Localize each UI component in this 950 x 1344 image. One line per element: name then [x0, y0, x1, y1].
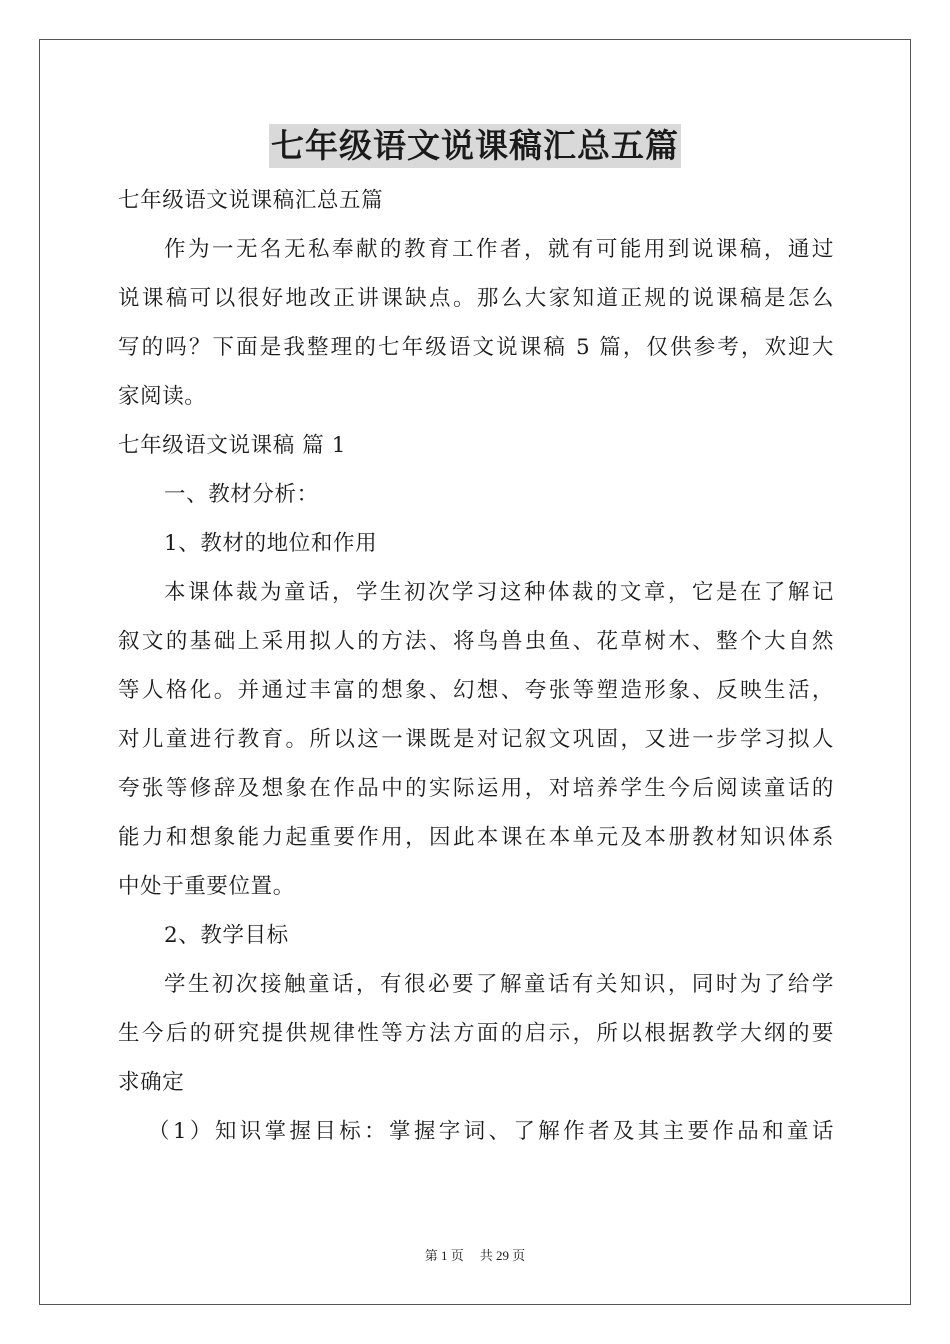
paragraph-line: 写的吗？下面是我整理的七年级语文说课稿 5 篇，仅供参考，欢迎大	[118, 335, 834, 360]
paragraph-line: 本课体裁为童话，学生初次学习这种体裁的文章，它是在了解记	[164, 580, 834, 605]
paragraph-line: 中处于重要位置。	[118, 874, 295, 899]
page-total: 共 29 页	[479, 1248, 526, 1263]
paragraph-line: 等人格化。并通过丰富的想象、幻想、夸张等塑造形象、反映生活，	[118, 678, 834, 703]
paragraph-line: 夸张等修辞及想象在作品中的实际运用，对培养学生今后阅读童话的	[118, 776, 834, 801]
paragraph-line: 能力和想象能力起重要作用，因此本课在本单元及本册教材知识体系	[118, 825, 834, 850]
paragraph-line: 学生初次接触童话，有很必要了解童话有关知识，同时为了给学	[164, 972, 834, 997]
page-number: 第 1 页	[424, 1248, 464, 1263]
paragraph-line: 对儿童进行教育。所以这一课既是对记叙文巩固，又进一步学习拟人	[118, 727, 834, 752]
page-footer	[0, 1246, 950, 1266]
paragraph-line: 作为一无名无私奉献的教育工作者，就有可能用到说课稿，通过	[164, 237, 834, 262]
paragraph-line: 生今后的研究提供规律性等方法方面的启示，所以根据教学大纲的要	[118, 1021, 834, 1046]
title-area	[0, 124, 950, 168]
subheading: 1、教材的地位和作用	[164, 531, 378, 556]
paragraph-line: （1）知识掌握目标：掌握字词、了解作者及其主要作品和童话	[148, 1119, 834, 1144]
paragraph-line: 说课稿可以很好地改正讲课缺点。那么大家知道正规的说课稿是怎么	[118, 286, 834, 311]
section-heading: 七年级语文说课稿 篇 1	[118, 433, 347, 458]
document-body	[118, 176, 834, 1156]
paragraph-line: 家阅读。	[118, 384, 207, 409]
paragraph-line: 求确定	[118, 1070, 185, 1095]
subtitle-line: 七年级语文说课稿汇总五篇	[118, 188, 384, 213]
subheading: 2、教学目标	[164, 923, 289, 948]
document-title: 七年级语文说课稿汇总五篇	[269, 124, 681, 168]
subheading: 一、教材分析：	[164, 482, 319, 507]
paragraph-line: 叙文的基础上采用拟人的方法、将鸟兽虫鱼、花草树木、整个大自然	[118, 629, 834, 654]
